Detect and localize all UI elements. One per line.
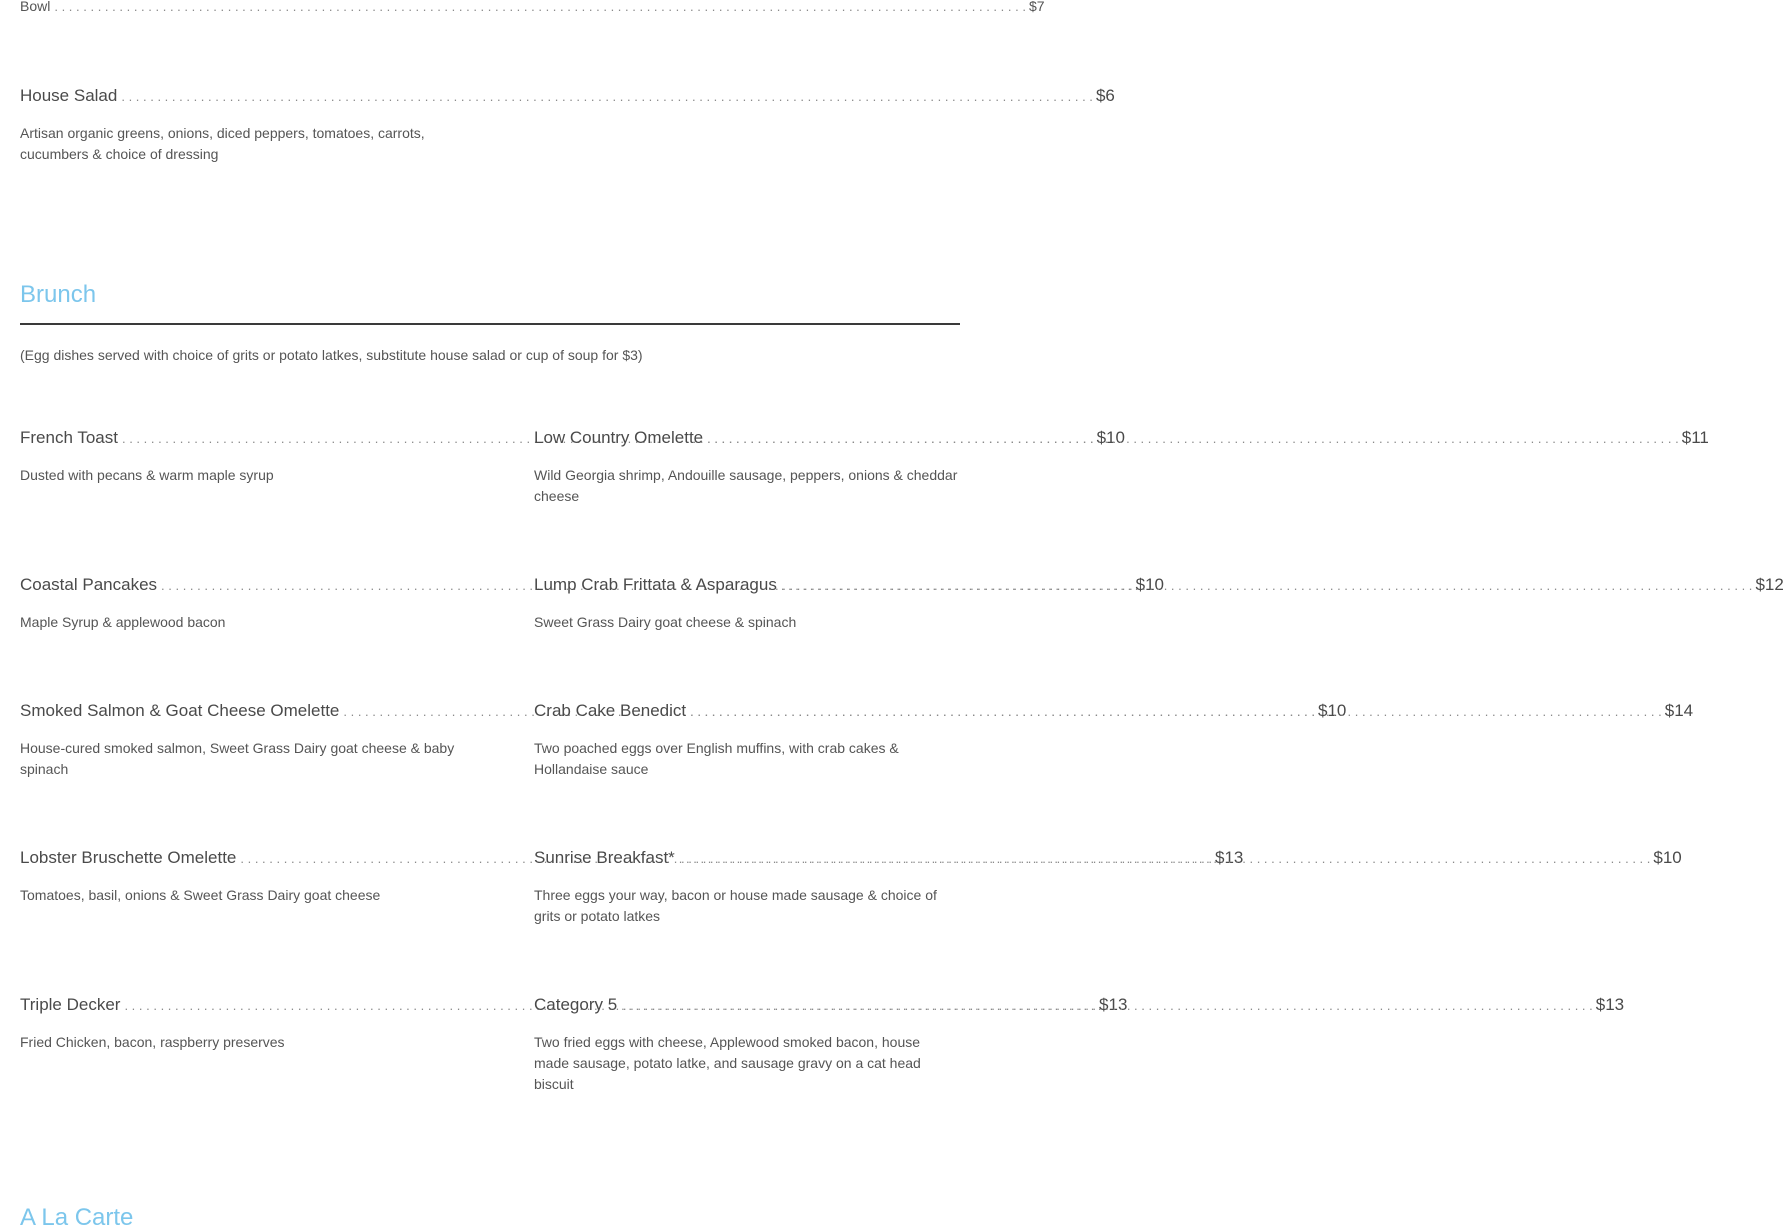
menu-item-price: $13 <box>1595 995 1625 1014</box>
menu-item-price: $7 <box>1028 0 1045 14</box>
menu-item-row-category-5 <box>534 995 1625 1015</box>
menu-item-description: House-cured smoked salmon, Sweet Grass Dairy goat cheese & baby spinach <box>20 740 455 777</box>
menu-item-name: House Salad <box>20 86 118 105</box>
menu-item-price: $13 <box>1099 995 1128 1014</box>
menu-item-price: $10 <box>1653 848 1682 867</box>
menu-item-price: $14 <box>1664 701 1694 720</box>
menu-item-name: Coastal Pancakes <box>20 575 158 594</box>
menu-item-name: Lump Crab Frittata & Asparagus <box>534 575 777 594</box>
menu-item-price: $12 <box>1755 575 1784 594</box>
menu-item-description: Fried Chicken, bacon, raspberry preserves <box>20 1034 285 1050</box>
menu-item-name: French Toast <box>20 428 118 447</box>
menu-item-description: Three eggs your way, bacon or house made sausage & choice of grits or potato latkes <box>534 887 937 924</box>
menu-item-name: Triple Decker <box>20 995 121 1014</box>
dot-leader <box>121 89 1093 104</box>
menu-item-price: $10 <box>1096 428 1125 447</box>
menu-item-price: $6 <box>1095 86 1115 105</box>
menu-item-name: Lobster Bruschette Omelette <box>20 848 237 867</box>
section-divider <box>20 323 960 325</box>
menu-item-description: Two fried eggs with cheese, Applewood smoked bacon, house made sausage, potato latke, and sausage gravy on a cat head biscuit <box>534 1034 921 1092</box>
menu-item-price: $13 <box>1214 848 1244 867</box>
menu-item-price: $10 <box>1135 575 1164 594</box>
section-note: (Egg dishes served with choice of grits or potato latkes, substitute house salad or cup of soup for $3) <box>20 347 643 363</box>
dot-leader <box>707 431 1679 446</box>
menu-item-description: Maple Syrup & applewood bacon <box>20 614 226 630</box>
section-title-brunch: Brunch <box>20 281 97 308</box>
dot-leader <box>690 704 1662 719</box>
section-title-next: A La Carte <box>20 1204 134 1231</box>
menu-item-description: Wild Georgia shrimp, Andouille sausage, peppers, onions & cheddar cheese <box>534 467 958 504</box>
dot-leader <box>679 851 1651 866</box>
dot-leader <box>781 578 1753 593</box>
menu-item-description: Sweet Grass Dairy goat cheese & spinach <box>534 614 797 630</box>
menu-item-price: $11 <box>1681 428 1709 447</box>
menu-item-description: Artisan organic greens, onions, diced peppers, tomatoes, carrots, cucumbers & choice of dressing <box>20 125 425 162</box>
menu-item-description: Dusted with pecans & warm maple syrup <box>20 467 274 483</box>
menu-item-price: $10 <box>1317 701 1347 720</box>
next-section-title-clip <box>20 1204 220 1231</box>
menu-item-name: Sunrise Breakfast* <box>534 848 675 867</box>
dot-leader <box>621 998 1593 1013</box>
menu-item-name: Crab Cake Benedict <box>534 701 687 720</box>
menu-item-row-bowl <box>20 0 1045 14</box>
menu-item-name: Bowl <box>20 0 51 14</box>
menu-item-description: Tomatoes, basil, onions & Sweet Grass Dairy goat cheese <box>20 887 381 903</box>
dot-leader <box>54 0 1026 14</box>
menu-item-name: Low Country Omelette <box>534 428 704 447</box>
menu-item-description: Two poached eggs over English muffins, with crab cakes & Hollandaise sauce <box>534 740 899 777</box>
menu-item-row-house-salad <box>20 86 1115 106</box>
menu-item-name: Smoked Salmon & Goat Cheese Omelette <box>20 701 340 720</box>
menu-item-name: Category 5 <box>534 995 618 1014</box>
